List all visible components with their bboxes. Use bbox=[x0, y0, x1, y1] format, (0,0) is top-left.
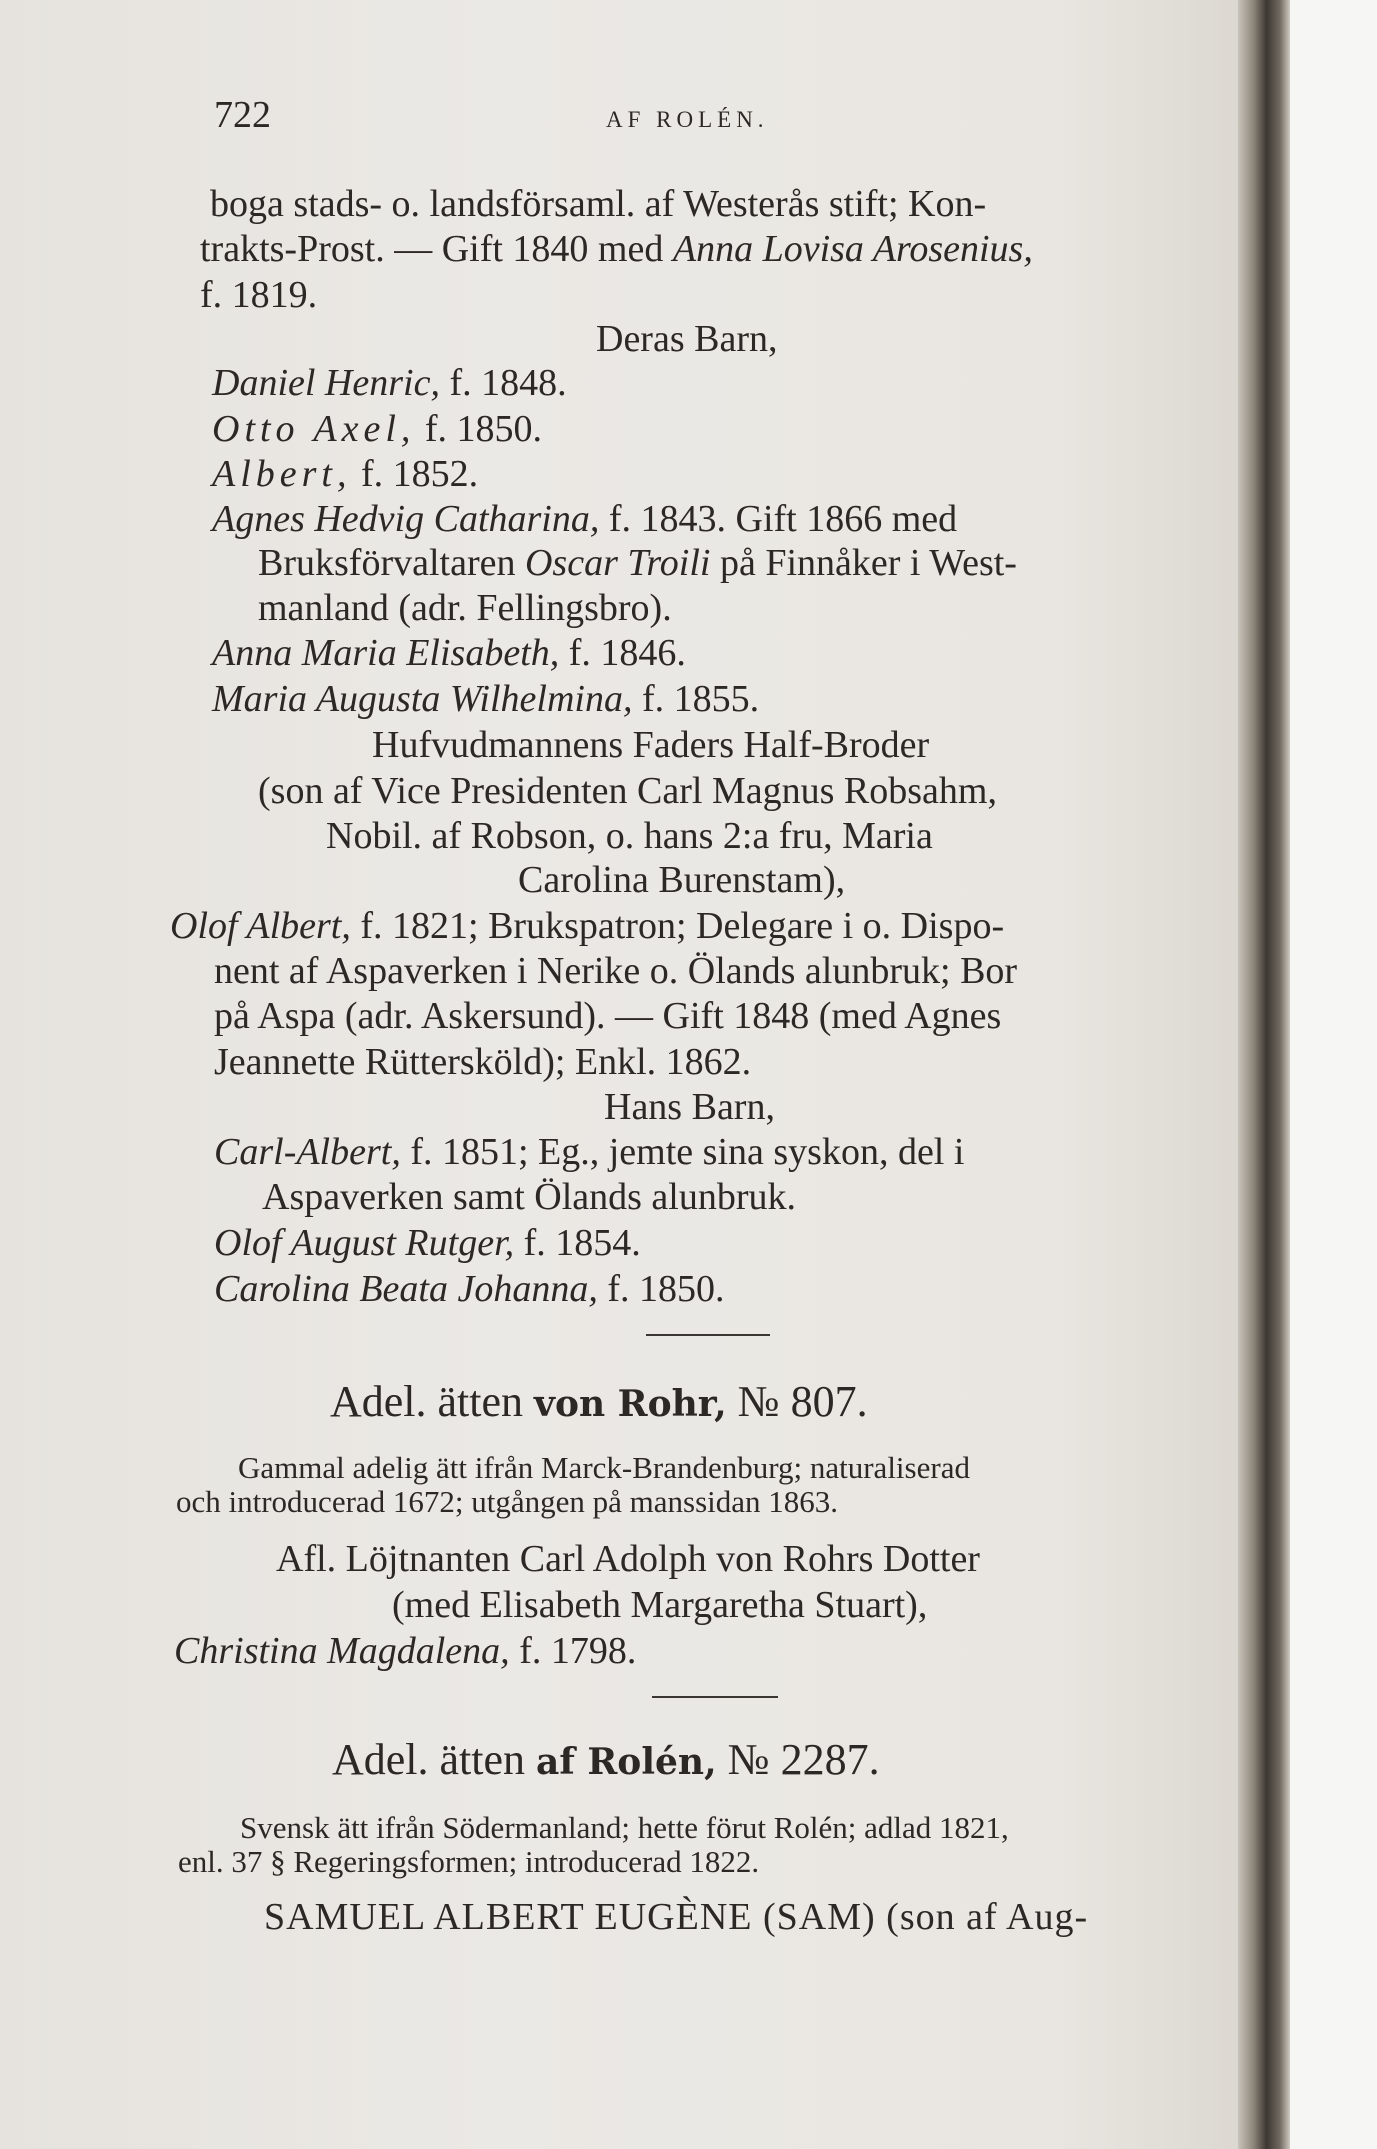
page-edge bbox=[1290, 0, 1377, 2149]
barn-heading: Deras Barn, bbox=[596, 318, 778, 360]
page-number: 722 bbox=[214, 94, 271, 136]
text-line: Carolina Burenstam), bbox=[518, 859, 846, 901]
child-entry: Otto Axel, f. 1850. bbox=[212, 408, 543, 450]
child-entry: Anna Maria Elisabeth, f. 1846. bbox=[212, 632, 686, 674]
section-title: Adel. ätten af Rolén, № 2287. bbox=[332, 1735, 880, 1784]
text-line: Hufvudmannens Faders Half-Broder bbox=[372, 724, 930, 766]
text-line: Svensk ätt ifrån Södermanland; hette förut Rolén; adlad 1821, bbox=[240, 1810, 1009, 1845]
text-line: Aspaverken samt Ölands alunbruk. bbox=[262, 1176, 796, 1218]
child-entry: Albert, f. 1852. bbox=[212, 453, 479, 495]
child-entry: Daniel Henric, f. 1848. bbox=[212, 362, 567, 404]
text-line: Nobil. af Robson, o. hans 2:a fru, Maria bbox=[326, 815, 933, 857]
text-line: på Aspa (adr. Askersund). — Gift 1848 (med Agnes bbox=[214, 995, 1002, 1037]
child-entry: Carolina Beata Johanna, f. 1850. bbox=[214, 1268, 725, 1310]
text-line: f. 1819. bbox=[200, 274, 318, 316]
text-line: Gammal adelig ätt ifrån Marck-Brandenburg; naturaliserad bbox=[238, 1450, 970, 1485]
text-line: boga stads- o. landsförsaml. af Westerås stift; Kon- bbox=[210, 183, 987, 225]
child-entry: Maria Augusta Wilhelmina, f. 1855. bbox=[212, 678, 760, 720]
section-title: Adel. ätten von Rohr, № 807. bbox=[330, 1377, 868, 1426]
text-line: manland (adr. Fellingsbro). bbox=[258, 587, 672, 629]
text-line: (son af Vice Presidenten Carl Magnus Robsahm, bbox=[258, 770, 997, 812]
barn-heading: Hans Barn, bbox=[604, 1086, 775, 1128]
text-line: Bruksförvaltaren Oscar Troili på Finnåker i West- bbox=[258, 542, 1017, 584]
section-rule bbox=[646, 1334, 770, 1336]
child-entry: Carl-Albert, f. 1851; Eg., jemte sina syskon, del i bbox=[214, 1131, 965, 1173]
person-entry: Christina Magdalena, f. 1798. bbox=[174, 1630, 637, 1672]
text-line: enl. 37 § Regeringsformen; introducerad 1822. bbox=[178, 1844, 760, 1879]
text-line: SAMUEL ALBERT EUGÈNE (SAM) (son af Aug- bbox=[264, 1896, 1089, 1938]
text-line: och introducerad 1672; utgången på manssidan 1863. bbox=[176, 1484, 839, 1519]
text-line: nent af Aspaverken i Nerike o. Ölands alunbruk; Bor bbox=[214, 950, 1018, 992]
text-line: trakts-Prost. — Gift 1840 med Anna Lovisa Arosenius, bbox=[200, 228, 1033, 270]
page-gutter bbox=[1238, 0, 1290, 2149]
text-line: (med Elisabeth Margaretha Stuart), bbox=[392, 1584, 928, 1626]
child-entry: Agnes Hedvig Catharina, f. 1843. Gift 1866 med bbox=[212, 498, 958, 540]
running-title: AF ROLÉN. bbox=[606, 107, 769, 132]
text-line: Jeannette Rüttersköld); Enkl. 1862. bbox=[214, 1041, 752, 1083]
section-rule bbox=[652, 1696, 778, 1698]
person-entry: Olof Albert, f. 1821; Brukspatron; Delegare i o. Dispo- bbox=[170, 905, 1005, 947]
child-entry: Olof August Rutger, f. 1854. bbox=[214, 1222, 641, 1264]
text-line: Afl. Löjtnanten Carl Adolph von Rohrs Dotter bbox=[276, 1538, 980, 1580]
